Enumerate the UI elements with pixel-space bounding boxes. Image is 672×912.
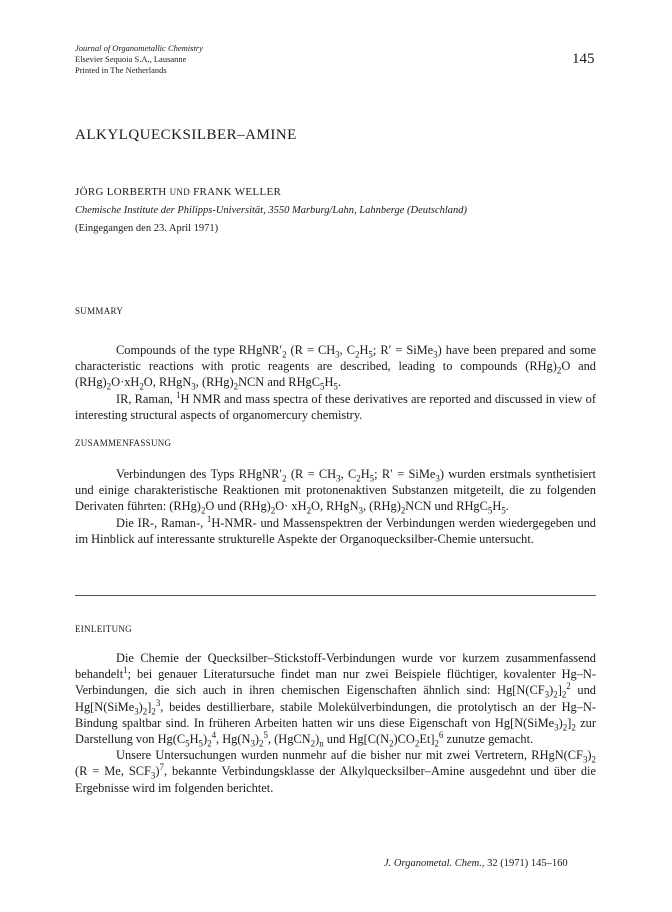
zusammenfassung-paragraph-2: Die IR-, Raman-, $^1$H-NMR- und Massenspektren der Verbindungen werden wiedergegeben und im Hinblick auf interessante strukturelle Aspekte der Organoquecksilber-Chemie untersucht. xyxy=(75,513,596,546)
section-divider xyxy=(75,595,596,596)
publisher-line: Elsevier Sequoia S.A., Lausanne xyxy=(75,54,187,64)
footer-volume-pages: , 32 (1971) 145–160 xyxy=(481,858,568,869)
author-1: JÖRG LORBERTH xyxy=(75,186,167,198)
author-line xyxy=(75,186,281,198)
printed-line: Printed in The Netherlands xyxy=(75,65,167,75)
zusammenfassung-paragraph-1: Verbindungen des Typs $RHgNR'_2$ ($R = CH_3$, $C_2H_5$; R′ = SiMe$_3$) wurden erstmals synthetisiert und einige charakteristische Reaktionen mit protonenaktiven Substanzen mitgeteilt, die zu folgenden Derivaten führten: $(RHg)_2O$ und $(RHg)_2O\cdot xH_2O$, RHgN$_3$, $(RHg)_2NCN$ und $RHgC_5H_5$. xyxy=(75,467,596,516)
summary-heading: SUMMARY xyxy=(75,306,124,316)
article-title: ALKYLQUECKSILBER–AMINE xyxy=(75,127,297,143)
summary-paragraph-1: Compounds of the type $RHgNR'_2$ ($R = CH_3$, $C_2H_5$; R′ = SiMe$_3$) have been prepared and some characteristic reactions with protic reagents are described, leading to compounds $(RHg)_2O$ and $(RHg)_2O\cdot xH_2O$, RHgN$_3$, $(RHg)_2NCN$ and $RHgC_5H_5$. xyxy=(75,343,596,392)
einleitung-heading: EINLEITUNG xyxy=(75,624,132,634)
footer-citation xyxy=(384,858,568,869)
affiliation: Chemische Institute der Philipps-Universität, 3550 Marburg/Lahn, Lahnberge (Deutschland) xyxy=(75,205,468,216)
einleitung-paragraph-2: Unsere Untersuchungen wurden nunmehr auf die bisher nur mit zwei Vertretern, $RHgN(CF_3)_2$ (R = Me, $SCF_3)^7$, bekannte Verbindungsklasse der Alkylquecksilber–Amine ausgedehnt und über die Ergebnisse wird im folgenden berichtet. xyxy=(75,748,596,795)
received-date: (Eingegangen den 23. April 1971) xyxy=(75,223,219,234)
summary-paragraph-2: IR, Raman, $^1$H NMR and mass spectra of these derivatives are reported and discussed in view of interesting structural aspects of organomercury chemistry. xyxy=(75,389,596,422)
journal-name: Journal of Organometallic Chemistry xyxy=(75,43,203,53)
author-conjunction: UND xyxy=(169,187,191,197)
zusammenfassung-body xyxy=(75,466,596,547)
zusammenfassung-heading: ZUSAMMENFASSUNG xyxy=(75,438,172,448)
footer-journal: J. Organometal. Chem. xyxy=(384,858,482,869)
einleitung-paragraph-1: Die Chemie der Quecksilber–Stickstoff-Verbindungen wurde vor kurzem zusammenfassend behandelt$^1$; bei genauer Literatursuche findet man nur zwei Beispiele flüchtiger, kovalenter Hg–N-Verbindungen, die sich auch in ihren chemischen Eigenschaften ähnlich sind: $Hg[N(CF_3)_2]_2^2$ und $Hg[N(SiMe_3)_2]_2^3$, beides destillierbare, stabile Molekülverbindungen, die protolytisch an der Hg–N-Bindung spaltbar sind. In früheren Arbeiten hatten wir uns diese Eigenschaft von $Hg[N(SiMe_3)_2]_2$ zur Darstellung von $Hg(C_5H_5)_2^4$, $Hg(N_3)_2^5$, $(HgCN_2)_n$ und $Hg[C(N_2)CO_2Et]_2^6$ zunutze gemacht. xyxy=(75,651,597,749)
summary-body xyxy=(75,342,596,423)
page-number: 145 xyxy=(572,51,595,67)
journal-header xyxy=(75,43,203,76)
einleitung-body xyxy=(75,650,596,796)
author-2: FRANK WELLER xyxy=(193,186,282,198)
